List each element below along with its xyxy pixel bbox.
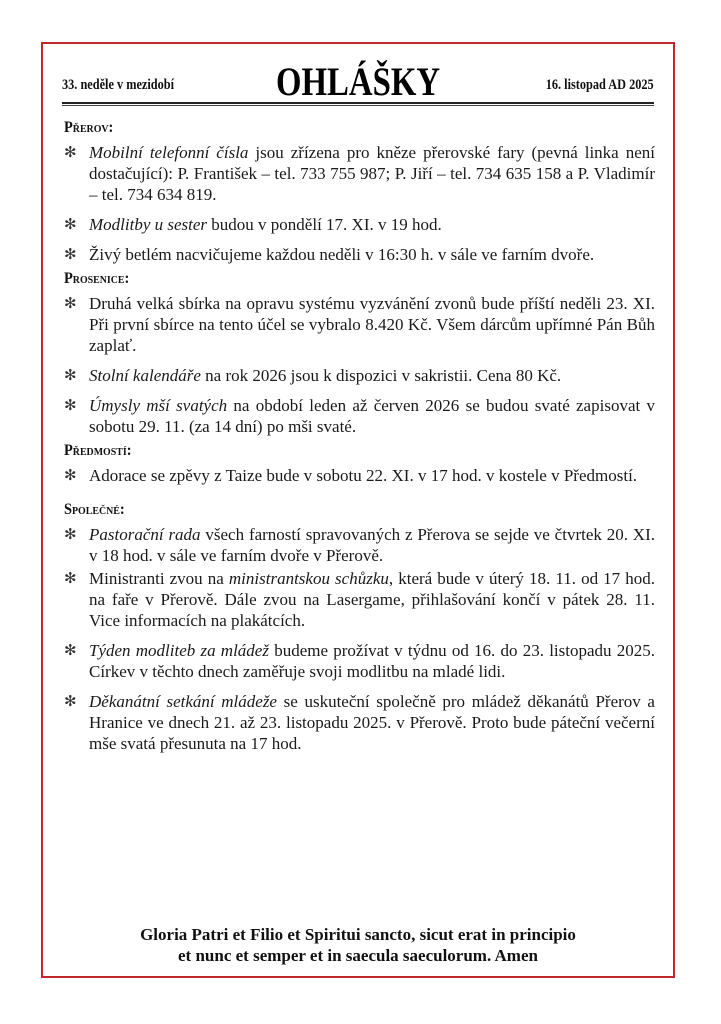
liturgical-week: 33. neděle v mezidobí	[62, 77, 175, 93]
asterisk-bullet-icon: ✻	[64, 525, 77, 543]
header-double-rule	[62, 102, 654, 106]
asterisk-bullet-icon: ✻	[64, 245, 77, 263]
list-item: ✻ Týden modliteb za mládež budeme prožívat v týdnu od 16. do 23. listopadu 2025. Církev v těchto dnech zaměřuje svoji modlitbu na mladé lidi.	[64, 641, 655, 681]
bulletin-header	[62, 58, 654, 104]
section-title-predmosti: Předmostí:	[64, 442, 132, 459]
doxology-line-1: Gloria Patri et Filio et Spiritui sancto, sicut erat in principio	[140, 925, 576, 944]
list-item: ✻ Děkanátní setkání mládeže se uskuteční společně pro mládež děkanátů Přerov a Hranice ve dnech 21. až 23. listopadu 2025. v Přerově. Proto bude páteční večerní mše svatá přesunuta na 17 hod.	[64, 692, 655, 753]
asterisk-bullet-icon: ✻	[64, 466, 77, 484]
asterisk-bullet-icon: ✻	[64, 366, 77, 384]
section-title-spolecne: Společné:	[64, 501, 125, 518]
doxology-line-2: et nunc et semper et in saecula saeculorum. Amen	[178, 946, 538, 965]
list-item: ✻ Živý betlém nacvičujeme každou neděli v 16:30 h. v sále ve farním dvoře.	[64, 245, 595, 264]
asterisk-bullet-icon: ✻	[64, 215, 77, 233]
bulletin-page	[41, 42, 675, 978]
asterisk-bullet-icon: ✻	[64, 143, 77, 161]
closing-doxology	[43, 924, 673, 966]
page-title: OHLÁŠKY	[275, 59, 441, 104]
list-item: ✻ Druhá velká sbírka na opravu systému vyzvánění zvonů bude příští neděli 23. XI. Při první sbírce na tento účel se vybralo 8.420 Kč. Všem dárcům upřímné Pán Bůh zaplať.	[64, 294, 655, 355]
list-item: ✻ Úmysly mší svatých na období leden až červen 2026 se budou svaté zapisovat v sobotu 29. 11. (za 14 dní) po mši svaté.	[64, 396, 655, 436]
section-title-prerov: Přerov:	[64, 119, 114, 136]
asterisk-bullet-icon: ✻	[64, 396, 77, 414]
section-title-prosenice: Prosenice:	[64, 270, 130, 287]
asterisk-bullet-icon: ✻	[64, 641, 77, 659]
list-item: ✻ Mobilní telefonní čísla jsou zřízena pro kněze přerovské fary (pevná linka není dostačující): P. František – tel. 733 755 987; P. Jiří – tel. 734 635 158 a P. Vladimír – tel. 734 634 819.	[64, 143, 655, 204]
asterisk-bullet-icon: ✻	[64, 692, 77, 710]
list-item: ✻ Ministranti zvou na ministrantskou schůzku, která bude v úterý 18. 11. od 17 hod. na faře v Přerově. Dále zvou na Lasergame, přihlašování končí v pátek 28. 11. Vice informacích na plakátcích.	[64, 569, 655, 630]
list-item: ✻ Pastorační rada všech farností spravovaných z Přerova se sejde ve čtvrtek 20. XI. v 18 hod. v sále ve farním dvoře v Přerově.	[64, 525, 655, 565]
asterisk-bullet-icon: ✻	[64, 569, 77, 587]
list-item: ✻ Stolní kalendáře na rok 2026 jsou k dispozici v sakristii. Cena 80 Kč.	[64, 366, 562, 385]
announcements	[64, 118, 655, 763]
list-item: ✻ Modlitby u sester budou v pondělí 17. XI. v 19 hod.	[64, 215, 442, 234]
list-item: ✻ Adorace se zpěvy z Taize bude v sobotu 22. XI. v 17 hod. v kostele v Předmostí.	[64, 466, 638, 485]
bulletin-date: 16. listopad AD 2025	[546, 77, 654, 93]
asterisk-bullet-icon: ✻	[64, 294, 77, 312]
